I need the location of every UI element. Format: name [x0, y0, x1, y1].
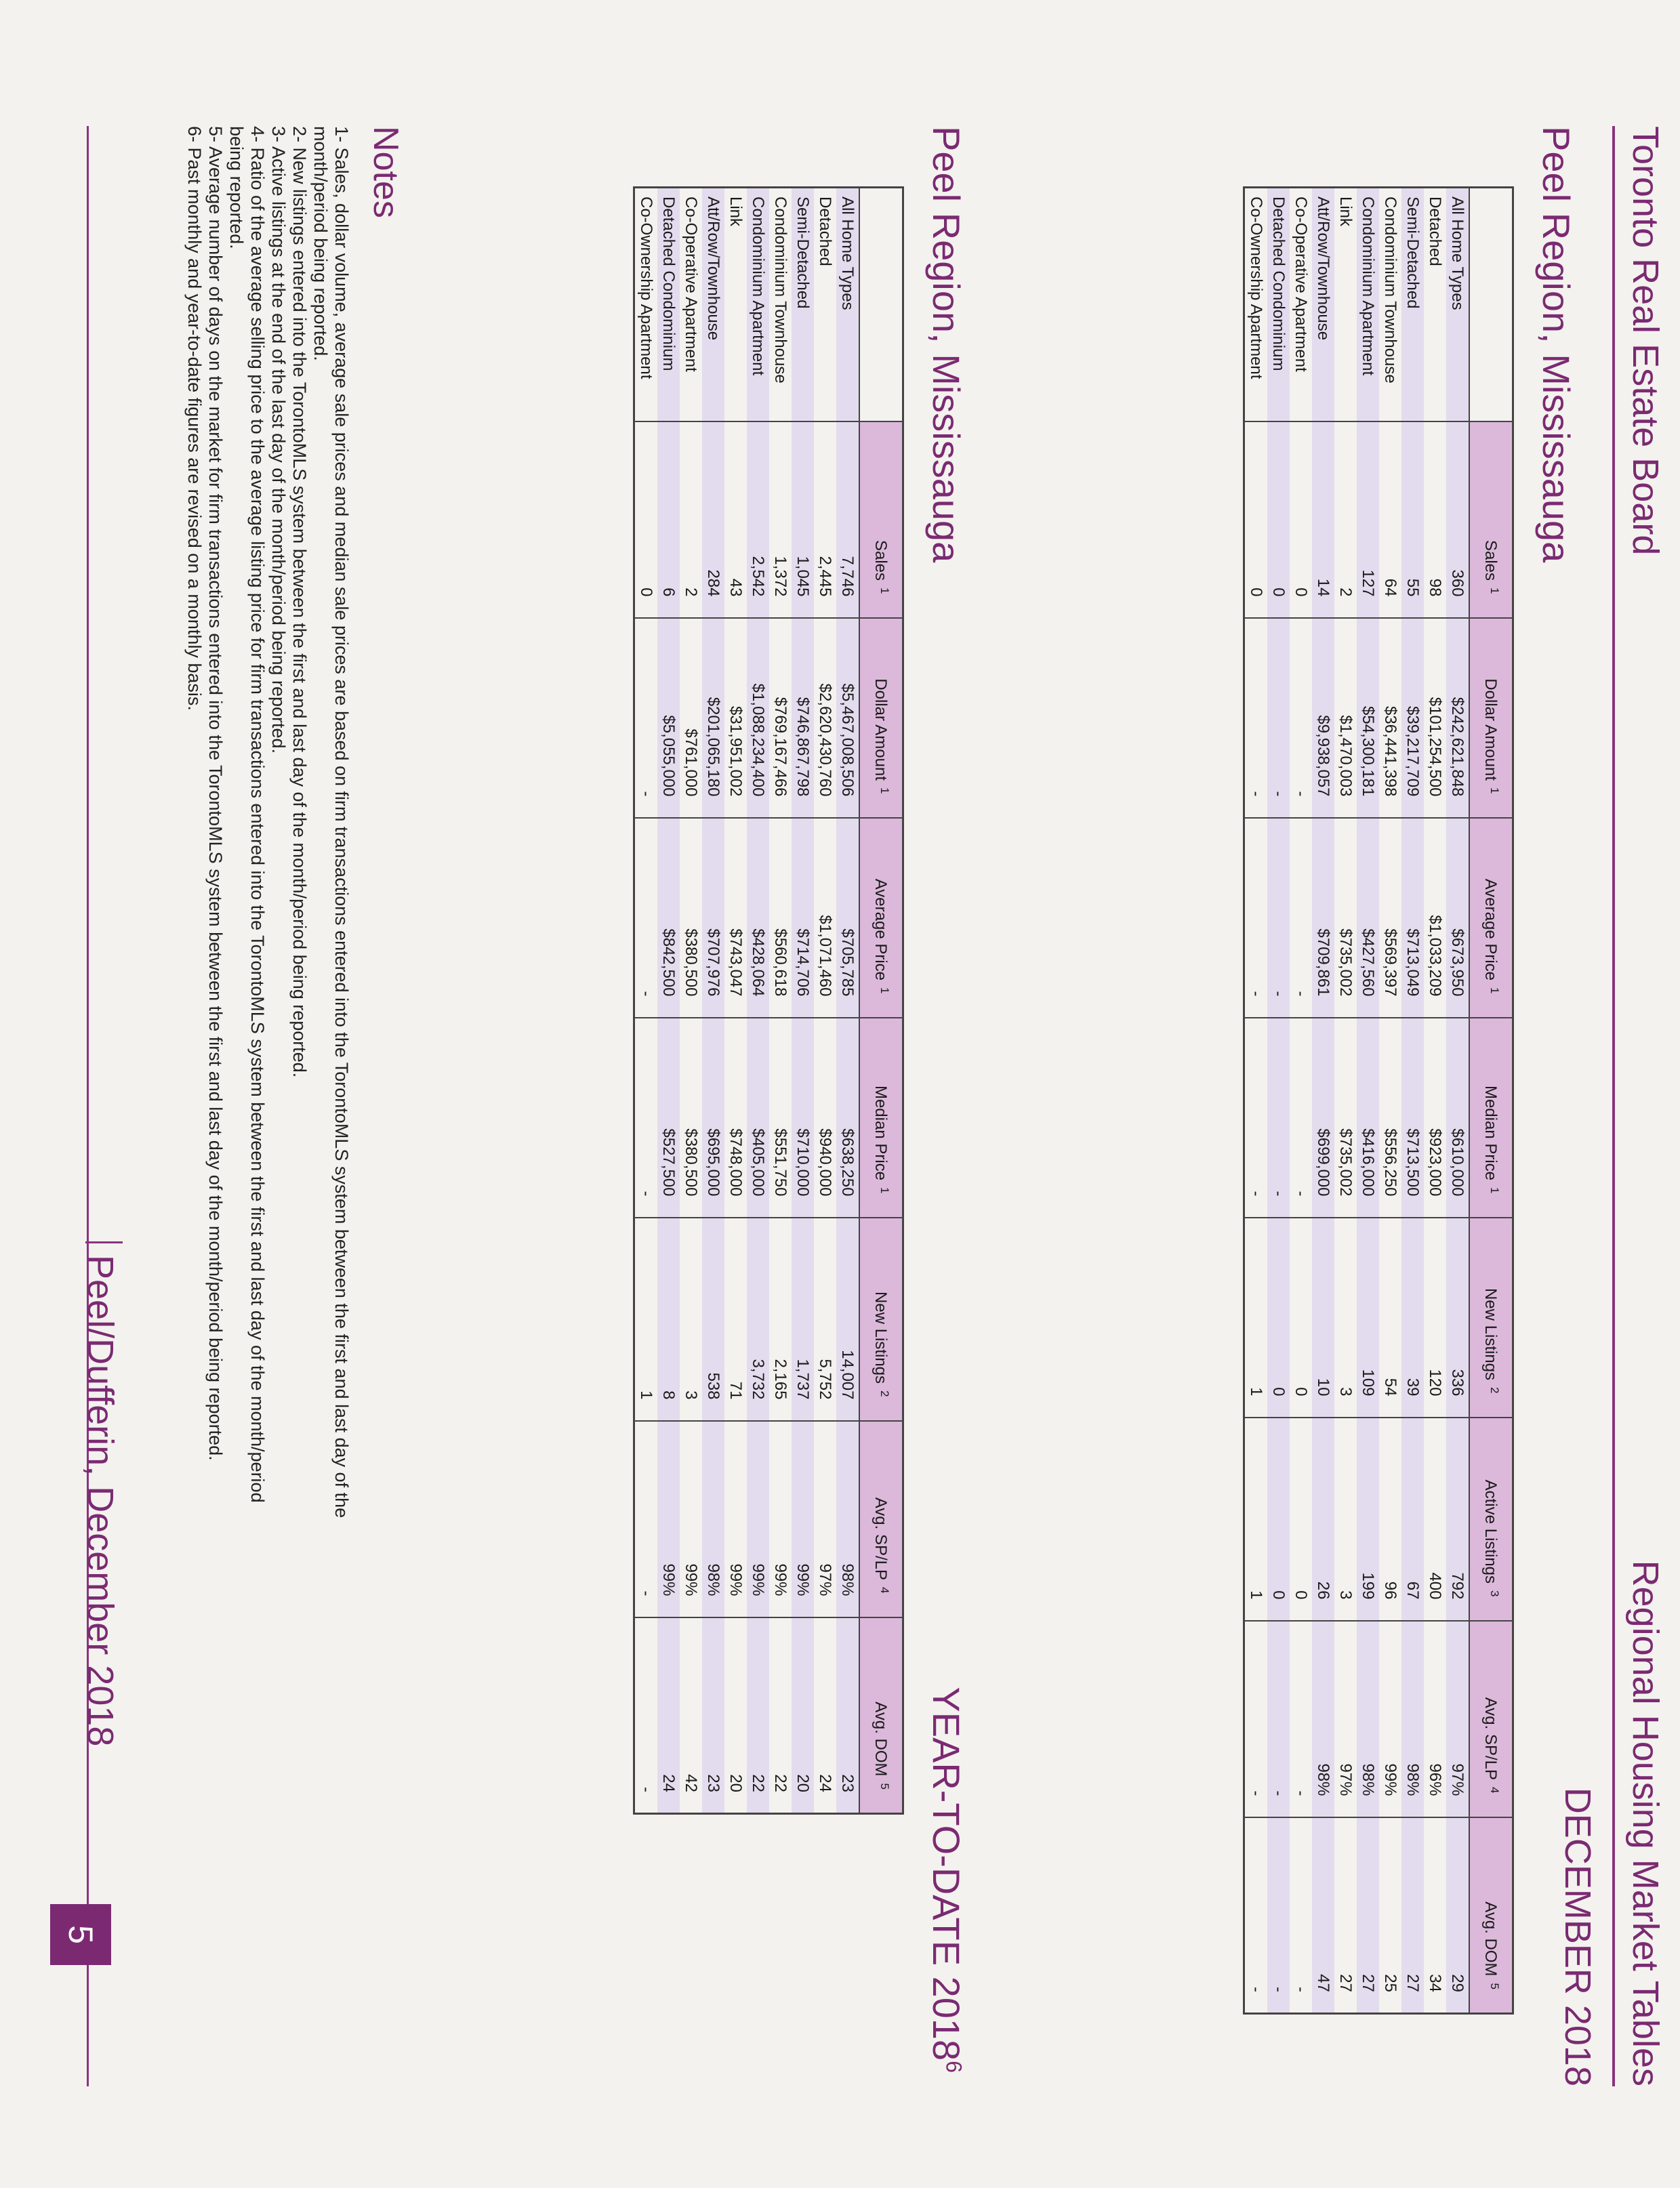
- value-cell: $610,000: [1446, 1018, 1469, 1218]
- value-cell: $842,500: [657, 818, 680, 1018]
- value-cell: $569,397: [1379, 818, 1401, 1018]
- home-type-cell: Detached: [1424, 188, 1446, 421]
- value-cell: 99%: [657, 1421, 680, 1617]
- value-cell: 98: [1424, 421, 1446, 618]
- value-cell: 23: [836, 1617, 859, 1814]
- value-cell: $746,867,798: [792, 618, 814, 818]
- value-cell: $527,500: [657, 1018, 680, 1218]
- header-blank: [859, 188, 903, 421]
- value-cell: -: [634, 818, 658, 1018]
- column-label: Sales: [1481, 539, 1500, 581]
- value-cell: 2,542: [747, 421, 769, 618]
- value-cell: $428,064: [747, 818, 769, 1018]
- home-type-cell: Link: [1334, 188, 1357, 421]
- column-header: [859, 618, 903, 818]
- value-cell: 24: [814, 1617, 836, 1814]
- home-type-cell: Detached Condominium: [657, 188, 680, 421]
- value-cell: 98%: [1357, 1621, 1379, 1817]
- value-cell: $713,500: [1401, 1018, 1424, 1218]
- value-cell: 1: [1244, 1418, 1268, 1621]
- value-cell: $54,300,181: [1357, 618, 1379, 818]
- value-cell: $769,167,466: [769, 618, 792, 818]
- column-header: [1469, 1418, 1513, 1621]
- value-cell: $560,618: [769, 818, 792, 1018]
- column-header: [859, 421, 903, 618]
- value-cell: 22: [747, 1617, 769, 1814]
- column-label: Avg. DOM: [872, 1701, 890, 1777]
- value-cell: 2,165: [769, 1218, 792, 1421]
- value-cell: 39: [1401, 1218, 1424, 1418]
- note-item: 6- Past monthly and year-to-date figures are revised on a monthly basis.: [184, 126, 205, 711]
- note-item: 4- Ratio of the average selling price to the average listing price for firm transactions entered into the TorontoMLS system between the first and last day of the month/period: [247, 126, 268, 1503]
- home-type-cell: Co-Ownership Apartment: [634, 188, 658, 421]
- ytd-label: YEAR-TO-DATE 2018$^6$: [925, 1687, 968, 2073]
- value-cell: 3,732: [747, 1218, 769, 1421]
- value-cell: $2,620,430,760: [814, 618, 836, 818]
- value-cell: 336: [1446, 1218, 1469, 1418]
- value-cell: $748,000: [724, 1018, 747, 1218]
- value-cell: 14,007: [836, 1218, 859, 1421]
- table-row: [792, 188, 814, 1814]
- value-cell: $242,621,848: [1446, 618, 1469, 818]
- column-header: [1469, 1018, 1513, 1218]
- value-cell: 55: [1401, 421, 1424, 618]
- value-cell: $1,088,234,400: [747, 618, 769, 818]
- value-cell: 3: [680, 1218, 702, 1421]
- header-rule: [1612, 126, 1615, 2086]
- value-cell: 7,746: [836, 421, 859, 618]
- value-cell: -: [1290, 818, 1312, 1018]
- value-cell: $761,000: [680, 618, 702, 818]
- value-cell: 99%: [1379, 1621, 1401, 1817]
- note-item: month/period being reported.: [310, 126, 331, 361]
- column-footnote: 1: [878, 787, 891, 794]
- value-cell: $1,071,460: [814, 818, 836, 1018]
- column-label: Sales: [872, 539, 890, 581]
- home-type-cell: Semi-Detached: [1401, 188, 1424, 421]
- value-cell: 96%: [1424, 1621, 1446, 1817]
- value-cell: 5,752: [814, 1218, 836, 1421]
- report-title: Regional Housing Market Tables: [1625, 1560, 1666, 2086]
- value-cell: $5,055,000: [657, 618, 680, 818]
- value-cell: $1,470,003: [1334, 618, 1357, 818]
- value-cell: 98%: [1401, 1621, 1424, 1817]
- value-cell: 27: [1334, 1817, 1357, 2014]
- home-type-cell: Att/Row/Townhouse: [702, 188, 724, 421]
- home-type-cell: Condominium Townhouse: [1379, 188, 1401, 421]
- value-cell: 792: [1446, 1418, 1469, 1621]
- table-row: [1424, 188, 1446, 2014]
- header-blank: [1469, 188, 1513, 421]
- home-type-cell: Co-Operative Apartment: [1290, 188, 1312, 421]
- column-label: Median Price: [1481, 1085, 1500, 1181]
- value-cell: $707,976: [702, 818, 724, 1018]
- column-header: [1469, 1621, 1513, 1817]
- home-type-cell: Condominium Apartment: [747, 188, 769, 421]
- board-title: Toronto Real Estate Board: [1625, 126, 1666, 556]
- value-cell: $5,467,008,506: [836, 618, 859, 818]
- value-cell: -: [1267, 618, 1290, 818]
- value-cell: $201,065,180: [702, 618, 724, 818]
- value-cell: 54: [1379, 1218, 1401, 1418]
- table-row: [1379, 188, 1401, 2014]
- table-row: [1357, 188, 1379, 2014]
- table-row: [1267, 188, 1290, 2014]
- value-cell: 97%: [814, 1421, 836, 1617]
- value-cell: $709,861: [1312, 818, 1334, 1018]
- value-cell: 71: [724, 1218, 747, 1421]
- value-cell: 0: [1267, 1418, 1290, 1621]
- column-header: [1469, 818, 1513, 1018]
- value-cell: 29: [1446, 1817, 1469, 2014]
- column-footnote: 1: [1488, 1187, 1501, 1194]
- column-header: [859, 818, 903, 1018]
- table-row: [1312, 188, 1334, 2014]
- value-cell: 1: [1244, 1218, 1268, 1418]
- value-cell: 96: [1379, 1418, 1401, 1621]
- value-cell: $710,000: [792, 1018, 814, 1218]
- home-type-cell: Att/Row/Townhouse: [1312, 188, 1334, 421]
- value-cell: -: [1267, 1817, 1290, 2014]
- value-cell: 99%: [769, 1421, 792, 1617]
- value-cell: 22: [769, 1617, 792, 1814]
- value-cell: 400: [1424, 1418, 1446, 1621]
- column-footnote: 1: [1488, 987, 1501, 994]
- value-cell: 199: [1357, 1418, 1379, 1621]
- column-header: [859, 1617, 903, 1814]
- table-row: [702, 188, 724, 1814]
- value-cell: 67: [1401, 1418, 1424, 1621]
- value-cell: 25: [1379, 1817, 1401, 2014]
- value-cell: 0: [1267, 1218, 1290, 1418]
- value-cell: 3: [1334, 1218, 1357, 1418]
- monthly-section-title: Peel Region, Mississauga: [1535, 126, 1578, 563]
- home-type-cell: Condominium Townhouse: [769, 188, 792, 421]
- value-cell: -: [634, 618, 658, 818]
- value-cell: $9,938,057: [1312, 618, 1334, 818]
- value-cell: $705,785: [836, 818, 859, 1018]
- column-header: [859, 1218, 903, 1421]
- footer-divider: [85, 1241, 123, 1243]
- value-cell: -: [1267, 1018, 1290, 1218]
- column-label: New Listings: [1481, 1287, 1500, 1381]
- value-cell: $380,500: [680, 1018, 702, 1218]
- home-type-cell: Semi-Detached: [792, 188, 814, 421]
- column-header: [1469, 618, 1513, 818]
- home-type-cell: Link: [724, 188, 747, 421]
- value-cell: $416,000: [1357, 1018, 1379, 1218]
- column-footnote: 4: [878, 1587, 891, 1594]
- column-header: [859, 1018, 903, 1218]
- value-cell: -: [1244, 1621, 1268, 1817]
- value-cell: 3: [1334, 1418, 1357, 1621]
- value-cell: 24: [657, 1617, 680, 1814]
- table-row: [657, 188, 680, 1814]
- ytd-table: [633, 186, 904, 1815]
- column-label: Median Price: [872, 1085, 890, 1181]
- table-row: [680, 188, 702, 1814]
- value-cell: -: [1267, 818, 1290, 1018]
- column-footnote: 1: [878, 987, 891, 994]
- home-type-cell: Condominium Apartment: [1357, 188, 1379, 421]
- value-cell: -: [1290, 1621, 1312, 1817]
- note-item: 3- Active listings at the end of the last day of the month/period being reported.: [268, 126, 289, 754]
- column-header: [1469, 421, 1513, 618]
- ytd-section-title: Peel Region, Mississauga: [925, 126, 968, 563]
- value-cell: 27: [1357, 1817, 1379, 2014]
- table-row: [724, 188, 747, 1814]
- value-cell: $743,047: [724, 818, 747, 1018]
- value-cell: -: [1290, 1817, 1312, 2014]
- value-cell: 109: [1357, 1218, 1379, 1418]
- table-row: [836, 188, 859, 1814]
- value-cell: 0: [1290, 421, 1312, 618]
- value-cell: $31,951,002: [724, 618, 747, 818]
- value-cell: 1,737: [792, 1218, 814, 1421]
- note-item: 2- New listings entered into the TorontoMLS system between the first and last day of the month/period being reported.: [289, 126, 310, 1078]
- column-label: Avg. DOM: [1481, 1901, 1500, 1977]
- value-cell: -: [1290, 618, 1312, 818]
- column-footnote: 2: [878, 1390, 891, 1397]
- column-header: [859, 1421, 903, 1617]
- value-cell: 98%: [702, 1421, 724, 1617]
- value-cell: -: [634, 1421, 658, 1617]
- value-cell: -: [1244, 818, 1268, 1018]
- value-cell: $923,000: [1424, 1018, 1446, 1218]
- column-footnote: 4: [1488, 1787, 1501, 1794]
- value-cell: 42: [680, 1617, 702, 1814]
- value-cell: 8: [657, 1218, 680, 1421]
- value-cell: 14: [1312, 421, 1334, 618]
- report-month: DECEMBER 2018: [1557, 1787, 1598, 2086]
- note-item: 1- Sales, dollar volume, average sale prices and median sale prices are based on firm transactions entered into the TorontoMLS system between the first and last day of the: [331, 126, 352, 1519]
- value-cell: $101,254,500: [1424, 618, 1446, 818]
- value-cell: 10: [1312, 1218, 1334, 1418]
- value-cell: $405,000: [747, 1018, 769, 1218]
- table-row: [769, 188, 792, 1814]
- value-cell: 127: [1357, 421, 1379, 618]
- value-cell: $556,250: [1379, 1018, 1401, 1218]
- table-row: [814, 188, 836, 1814]
- value-cell: 97%: [1334, 1621, 1357, 1817]
- table-row: [1401, 188, 1424, 2014]
- monthly-table: [1243, 186, 1514, 2015]
- value-cell: -: [1244, 1817, 1268, 2014]
- footer-rule: [87, 126, 89, 2086]
- value-cell: 27: [1401, 1817, 1424, 2014]
- value-cell: 538: [702, 1218, 724, 1421]
- value-cell: 98%: [1312, 1621, 1334, 1817]
- value-cell: $551,750: [769, 1018, 792, 1218]
- value-cell: 99%: [792, 1421, 814, 1617]
- column-label: Dollar Amount: [1481, 678, 1500, 781]
- value-cell: 0: [1267, 421, 1290, 618]
- home-type-cell: All Home Types: [1446, 188, 1469, 421]
- value-cell: $36,441,398: [1379, 618, 1401, 818]
- value-cell: 99%: [724, 1421, 747, 1617]
- table-row: [747, 188, 769, 1814]
- value-cell: 20: [724, 1617, 747, 1814]
- value-cell: -: [1290, 1018, 1312, 1218]
- column-footnote: 2: [1488, 1387, 1501, 1394]
- home-type-cell: Detached Condominium: [1267, 188, 1290, 421]
- value-cell: 26: [1312, 1418, 1334, 1621]
- column-footnote: 5: [878, 1783, 891, 1790]
- value-cell: -: [1267, 1621, 1290, 1817]
- page-number: 5: [50, 1904, 111, 1965]
- table-row: [1446, 188, 1469, 2014]
- table-row: [1334, 188, 1357, 2014]
- value-cell: 2: [680, 421, 702, 618]
- value-cell: $695,000: [702, 1018, 724, 1218]
- value-cell: $735,002: [1334, 1018, 1357, 1218]
- value-cell: 64: [1379, 421, 1401, 618]
- value-cell: 2,445: [814, 421, 836, 618]
- table-row: [1244, 188, 1268, 2014]
- home-type-cell: Co-Operative Apartment: [680, 188, 702, 421]
- column-label: Avg. SP/LP: [872, 1497, 890, 1581]
- value-cell: 99%: [747, 1421, 769, 1617]
- value-cell: $638,250: [836, 1018, 859, 1218]
- value-cell: 97%: [1446, 1621, 1469, 1817]
- column-label: Active Listings: [1481, 1479, 1500, 1584]
- column-label: Average Price: [872, 878, 890, 981]
- value-cell: 0: [1290, 1218, 1312, 1418]
- home-type-cell: Detached: [814, 188, 836, 421]
- value-cell: $380,500: [680, 818, 702, 1018]
- value-cell: 0: [634, 421, 658, 618]
- footer-title: Peel/Dufferin, December 2018: [80, 1255, 121, 1747]
- column-header: [1469, 1817, 1513, 2014]
- notes-title: Notes: [366, 126, 405, 218]
- value-cell: 34: [1424, 1817, 1446, 2014]
- table-row: [1290, 188, 1312, 2014]
- value-cell: $39,217,709: [1401, 618, 1424, 818]
- column-footnote: 5: [1488, 1983, 1501, 1989]
- column-label: Avg. SP/LP: [1481, 1697, 1500, 1781]
- note-item: being reported.: [226, 126, 247, 249]
- value-cell: 1: [634, 1218, 658, 1421]
- table-row: [634, 188, 658, 1814]
- value-cell: 0: [1244, 421, 1268, 618]
- home-type-cell: All Home Types: [836, 188, 859, 421]
- column-footnote: 3: [1488, 1590, 1501, 1597]
- value-cell: 1,045: [792, 421, 814, 618]
- value-cell: $714,706: [792, 818, 814, 1018]
- column-footnote: 1: [1488, 587, 1501, 594]
- column-label: Average Price: [1481, 878, 1500, 981]
- column-header: [1469, 1218, 1513, 1418]
- value-cell: -: [1244, 618, 1268, 818]
- value-cell: 98%: [836, 1421, 859, 1617]
- column-footnote: 1: [1488, 787, 1501, 794]
- value-cell: -: [634, 1018, 658, 1218]
- column-label: New Listings: [872, 1291, 890, 1384]
- value-cell: 284: [702, 421, 724, 618]
- column-footnote: 1: [878, 587, 891, 594]
- value-cell: $735,002: [1334, 818, 1357, 1018]
- value-cell: $427,560: [1357, 818, 1379, 1018]
- value-cell: 0: [1290, 1418, 1312, 1621]
- value-cell: 1,372: [769, 421, 792, 618]
- column-footnote: 1: [878, 1187, 891, 1194]
- column-label: Dollar Amount: [872, 678, 890, 781]
- value-cell: 6: [657, 421, 680, 618]
- home-type-cell: Co-Ownership Apartment: [1244, 188, 1268, 421]
- note-item: 5- Average number of days on the market for firm transactions entered into the TorontoMLS system between the first and last day of the month/period being reported.: [205, 126, 226, 1461]
- value-cell: -: [1244, 1018, 1268, 1218]
- value-cell: 43: [724, 421, 747, 618]
- value-cell: $699,000: [1312, 1018, 1334, 1218]
- value-cell: $940,000: [814, 1018, 836, 1218]
- value-cell: $713,049: [1401, 818, 1424, 1018]
- value-cell: 99%: [680, 1421, 702, 1617]
- value-cell: 360: [1446, 421, 1469, 618]
- value-cell: $1,033,209: [1424, 818, 1446, 1018]
- value-cell: 20: [792, 1617, 814, 1814]
- value-cell: 120: [1424, 1218, 1446, 1418]
- value-cell: 47: [1312, 1817, 1334, 2014]
- value-cell: -: [634, 1617, 658, 1814]
- notes-list: [184, 126, 352, 1956]
- value-cell: $673,950: [1446, 818, 1469, 1018]
- value-cell: 2: [1334, 421, 1357, 618]
- value-cell: 23: [702, 1617, 724, 1814]
